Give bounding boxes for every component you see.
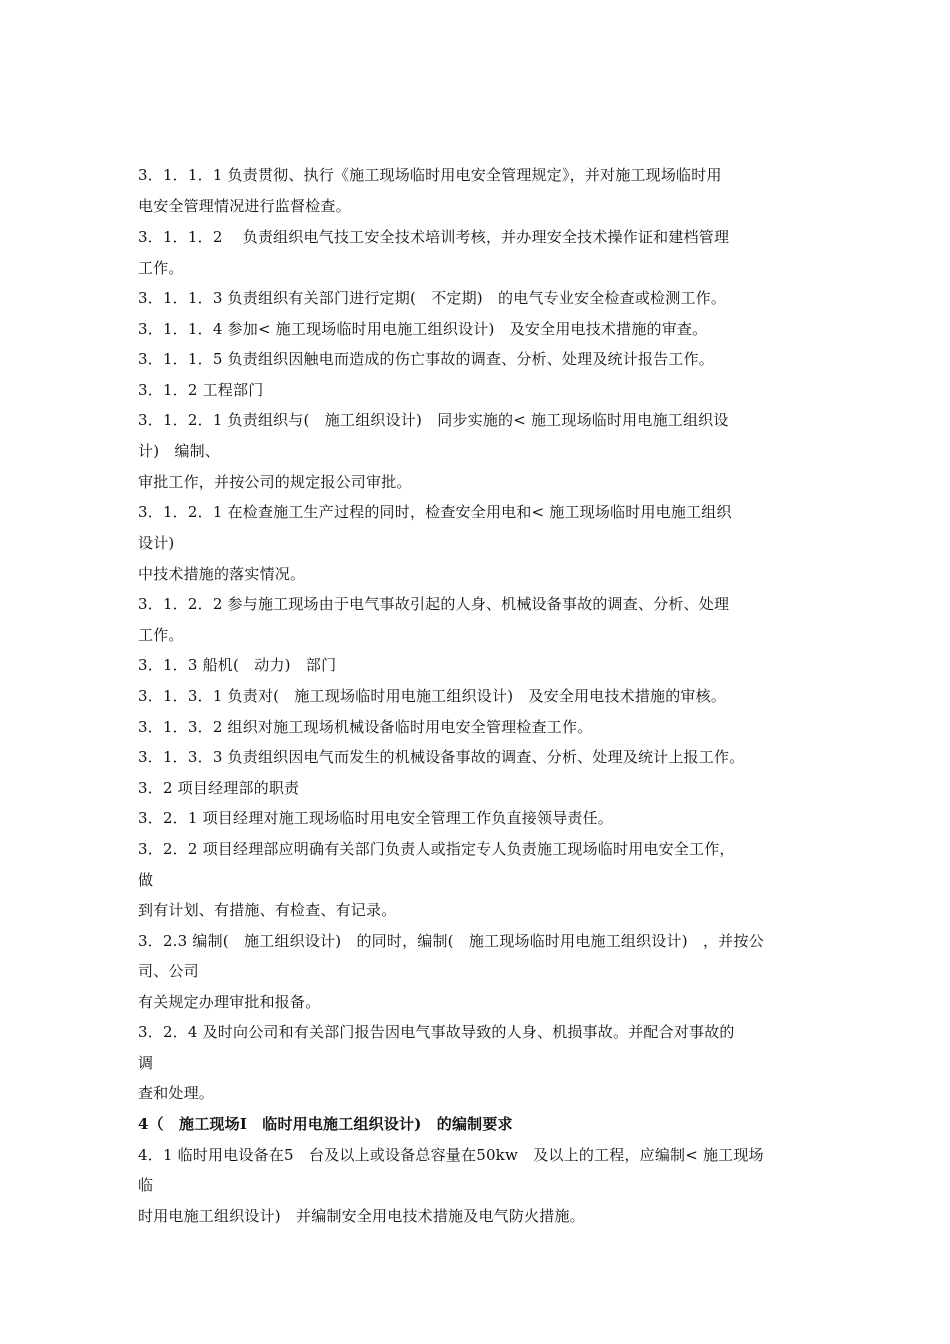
paragraph-line: 3．1．2．2 参与施工现场由于电气事故引起的人身、机械设备事故的调查、分析、处理 <box>138 595 730 613</box>
paragraph-line: 审批工作，并按公司的规定报公司审批。 <box>138 473 412 491</box>
paragraph-line: 3．1．1．1 负责贯彻、执行《施工现场临时用电安全管理规定》，并对施工现场临时用 <box>138 166 722 184</box>
paragraph-line: 查和处理。 <box>138 1084 215 1102</box>
paragraph-line: 有关规定办理审批和报备。 <box>138 993 321 1011</box>
section-heading: 3．1．3 船机( 动力) 部门 <box>138 656 337 674</box>
paragraph-line: 工作。 <box>138 259 184 277</box>
paragraph-line: 3．1．3．2 组织对施工现场机械设备临时用电安全管理检查工作。 <box>138 718 593 736</box>
paragraph-line: 电安全管理情况进行监督检查。 <box>138 197 351 215</box>
paragraph-line: 3．1．3．1 负责对( 施工现场临时用电施工组织设计) 及安全用电技术措施的审核。 <box>138 687 727 705</box>
paragraph-line: 3．1．3．3 负责组织因电气而发生的机械设备事故的调查、分析、处理及统计上报工作。 <box>138 748 745 766</box>
section-heading: 4（ 施工现场I 临时用电施工组织设计) 的编制要求 <box>138 1115 513 1133</box>
paragraph-line: 3．2．2 项目经理部应明确有关部门负责人或指定专人负责施工现场临时用电安全工作， <box>138 840 735 858</box>
paragraph-line: 工作。 <box>138 626 184 644</box>
section-heading: 3．1．2 工程部门 <box>138 381 264 399</box>
paragraph-line: 临 <box>138 1176 154 1194</box>
paragraph-line: 3．1．1．4 参加< 施工现场临时用电施工组织设计) 及安全用电技术措施的审查。 <box>138 320 708 338</box>
paragraph-line: 3．2．1 项目经理对施工现场临时用电安全管理工作负直接领导责任。 <box>138 809 614 827</box>
paragraph-line: 3．1．1．5 负责组织因触电而造成的伤亡事故的调查、分析、处理及统计报告工作。 <box>138 350 714 368</box>
paragraph-line: 3．1．1．3 负责组织有关部门进行定期( 不定期) 的电气专业安全检查或检测工作。 <box>138 289 727 307</box>
paragraph-line: 3．1．1．2 负责组织电气技工安全技术培训考核，并办理安全技术操作证和建档管理 <box>138 228 730 246</box>
section-heading: 3．2 项目经理部的职责 <box>138 779 300 797</box>
paragraph-line: 做 <box>138 871 154 889</box>
paragraph-line: 计) 编制、 <box>138 442 221 460</box>
paragraph-line: 到有计划、有措施、有检查、有记录。 <box>138 901 397 919</box>
paragraph-line: 3．1．2．1 负责组织与( 施工组织设计) 同步实施的< 施工现场临时用电施工组织设 <box>138 411 729 429</box>
paragraph-line: 4．1 临时用电设备在5 台及以上或设备总容量在50kw 及以上的工程，应编制< 施工现场 <box>138 1146 764 1164</box>
paragraph-line: 设计) <box>138 534 175 552</box>
paragraph-line: 时用电施工组织设计) 并编制安全用电技术措施及电气防火措施。 <box>138 1207 585 1225</box>
paragraph-line: 3．2．4 及时向公司和有关部门报告因电气事故导致的人身、机损事故。并配合对事故的 <box>138 1023 735 1041</box>
paragraph-line: 中技术措施的落实情况。 <box>138 565 306 583</box>
paragraph-line: 3．2.3 编制( 施工组织设计) 的同时，编制( 施工现场临时用电施工组织设计) ，并按公 <box>138 932 764 950</box>
paragraph-line: 3．1．2．1 在检查施工生产过程的同时，检查安全用电和< 施工现场临时用电施工组织 <box>138 503 732 521</box>
paragraph-line: 司、公司 <box>138 962 199 980</box>
paragraph-line: 调 <box>138 1054 154 1072</box>
